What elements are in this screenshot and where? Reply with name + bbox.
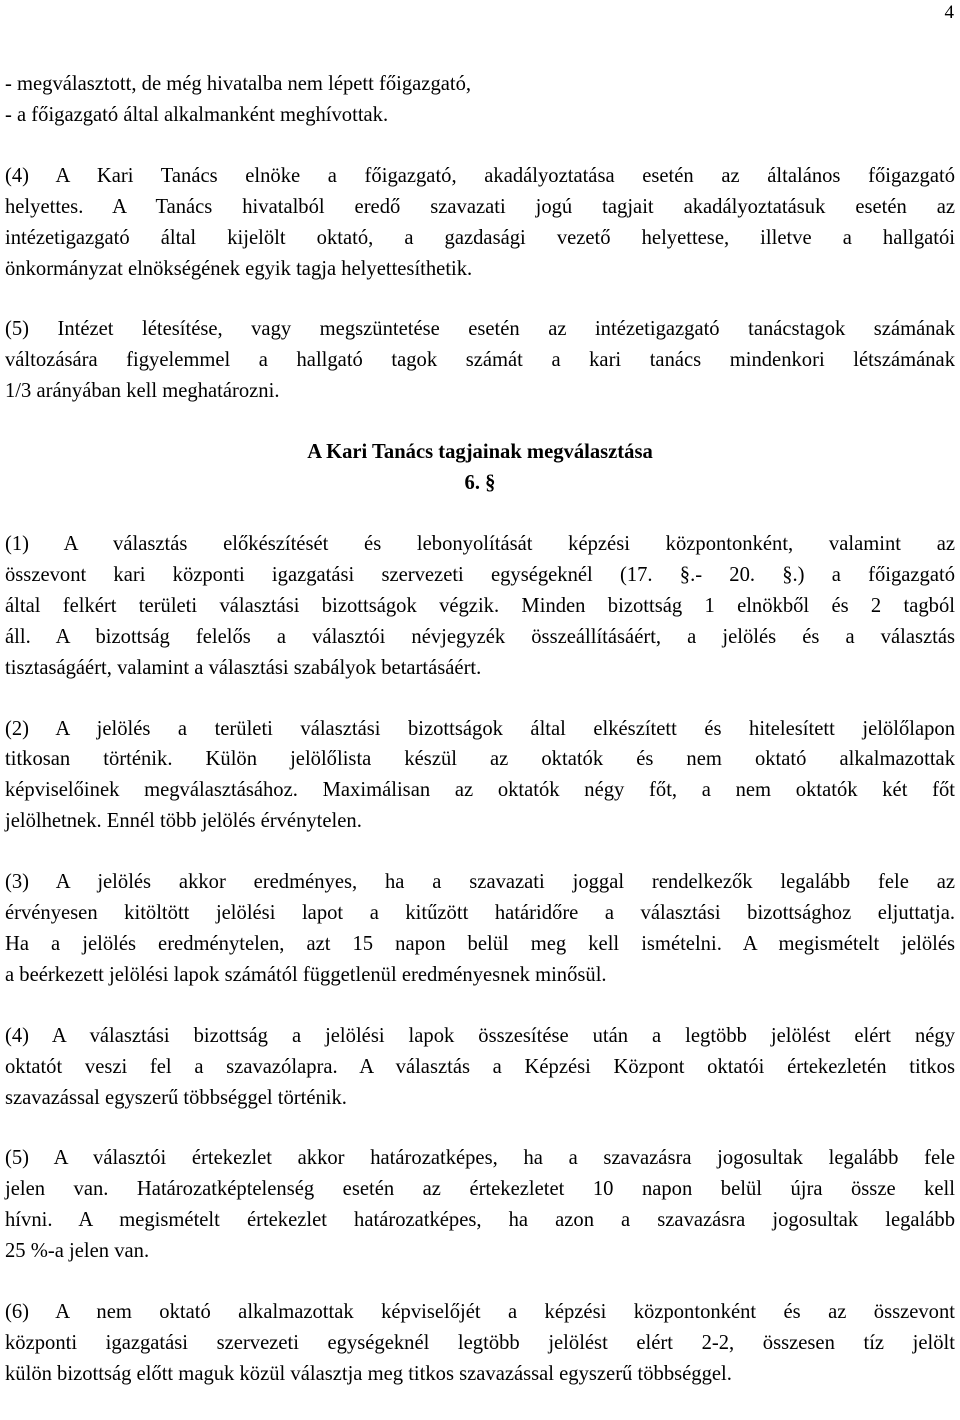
paragraph-line: 25 %-a jelen van. [5,1240,150,1263]
paragraph-line: (5) Intézet létesítése, vagy megszüntetése esetén az intézetigazgató tanácstagok számának [5,318,955,341]
list-item: - a főigazgató által alkalmanként meghívottak. [5,103,389,126]
paragraph-line: (6) A nem oktató alkalmazottak képviselőjét a képzési központonként és az összevont [5,1301,955,1324]
paragraph-line: szavazással egyszerű többséggel történik. [5,1086,347,1109]
paragraph-line: változására figyelemmel a hallgató tagok számát a kari tanács mindenkori létszámának [5,349,955,372]
paragraph-6-1 [5,529,955,684]
intro-list [5,69,955,131]
paragraph-line: összevont kari központi igazgatási szervezeti egységeknél (17. §.- 20. §.) a főigazgató [5,563,955,586]
list-item: - megválasztott, de még hivatalba nem lépett főigazgató, [5,73,472,95]
document-body [5,69,955,1420]
paragraph-line: külön bizottság előtt maguk közül választja meg titkos szavazással egyszerű többséggel. [5,1362,732,1385]
paragraph-line: tisztaságáért, valamint a választási szabályok betartásáért. [5,656,482,679]
paragraph-6-2 [5,714,955,838]
paragraph-line: (4) A Kari Tanács elnöke a főigazgató, akadályoztatása esetén az általános főigazgató [5,164,955,187]
paragraph-line: (4) A választási bizottság a jelölési lapok összesítése után a legtöbb jelölést elért négy [5,1024,955,1047]
section-title: A Kari Tanács tagjainak megválasztása [307,441,653,464]
paragraph-line: hívni. A megismételt értekezlet határozatképes, ha azon a szavazásra jogosultak legalább [5,1209,955,1232]
paragraph-line: jelen van. Határozatképtelenség esetén az értekezletet 10 napon belül újra össze kell [5,1178,955,1201]
paragraph-line: központi igazgatási szervezeti egységeknél legtöbb jelölést elért 2-2, összesen tíz jelölt [5,1332,955,1354]
paragraph-line: a beérkezett jelölési lapok számától függetlenül eredményesnek minősül. [5,963,607,986]
paragraph-line: jelölhetnek. Ennél több jelölés érvénytelen. [5,810,362,833]
paragraph-line: helyettes. A Tanács hivatalból eredő szavazati jogú tagjait akadályoztatásuk esetén az [5,195,955,218]
paragraph-line: titkosan történik. Külön jelölőlista készül az oktatók és nem oktató alkalmazottak [5,748,955,771]
paragraph-5-5 [5,314,955,407]
paragraph-line: által felkért területi választási bizottságok végzik. Minden bizottság 1 elnökből és 2 tagból [5,594,955,617]
paragraph-line: áll. A bizottság felelős a választói névjegyzék összeállításáért, a jelölés és a választás [5,625,955,648]
paragraph-6-3 [5,867,955,991]
paragraph-line: érvényesen kitöltött jelölési lapot a kitűzött határidőre a választási bizottsághoz eljuttatja. [5,902,955,925]
paragraph-5-4 [5,161,955,285]
paragraph-line: Ha a jelölés eredménytelen, azt 15 napon belül meg kell ismételni. A megismételt jelölés [5,932,955,955]
paragraph-line: (2) A jelölés a területi választási bizottságok által elkészített és hitelesített jelölőlapon [5,717,955,740]
paragraph-line: 1/3 arányában kell meghatározni. [5,380,280,403]
paragraph-6-4 [5,1021,955,1114]
paragraph-line: (1) A választás előkészítését és lebonyolítását képzési központonként, valamint az [5,532,955,555]
section-number: 6. § [464,472,496,495]
paragraph-line: (5) A választói értekezlet akkor határozatképes, ha a szavazásra jogosultak legalább fele [5,1147,955,1170]
paragraph-line: képviselőinek megválasztásához. Maximálisan az oktatók négy főt, a nem oktatók két főt [5,779,955,802]
paragraph-line: önkormányzat elnökségének egyik tagja helyettesíthetik. [5,257,473,280]
page-number: 4 [944,2,954,23]
paragraph-line: intézetigazgató által kijelölt oktató, a gazdasági vezető helyettese, illetve a hallgatói [5,226,955,249]
paragraph-line: (3) A jelölés akkor eredményes, ha a szavazati joggal rendelkezők legalább fele az [5,871,955,894]
paragraph-line: oktatót veszi fel a szavazólapra. A választás a Képzési Központ oktatói értekezletén titkos [5,1055,955,1078]
paragraph-6-5 [5,1143,955,1267]
